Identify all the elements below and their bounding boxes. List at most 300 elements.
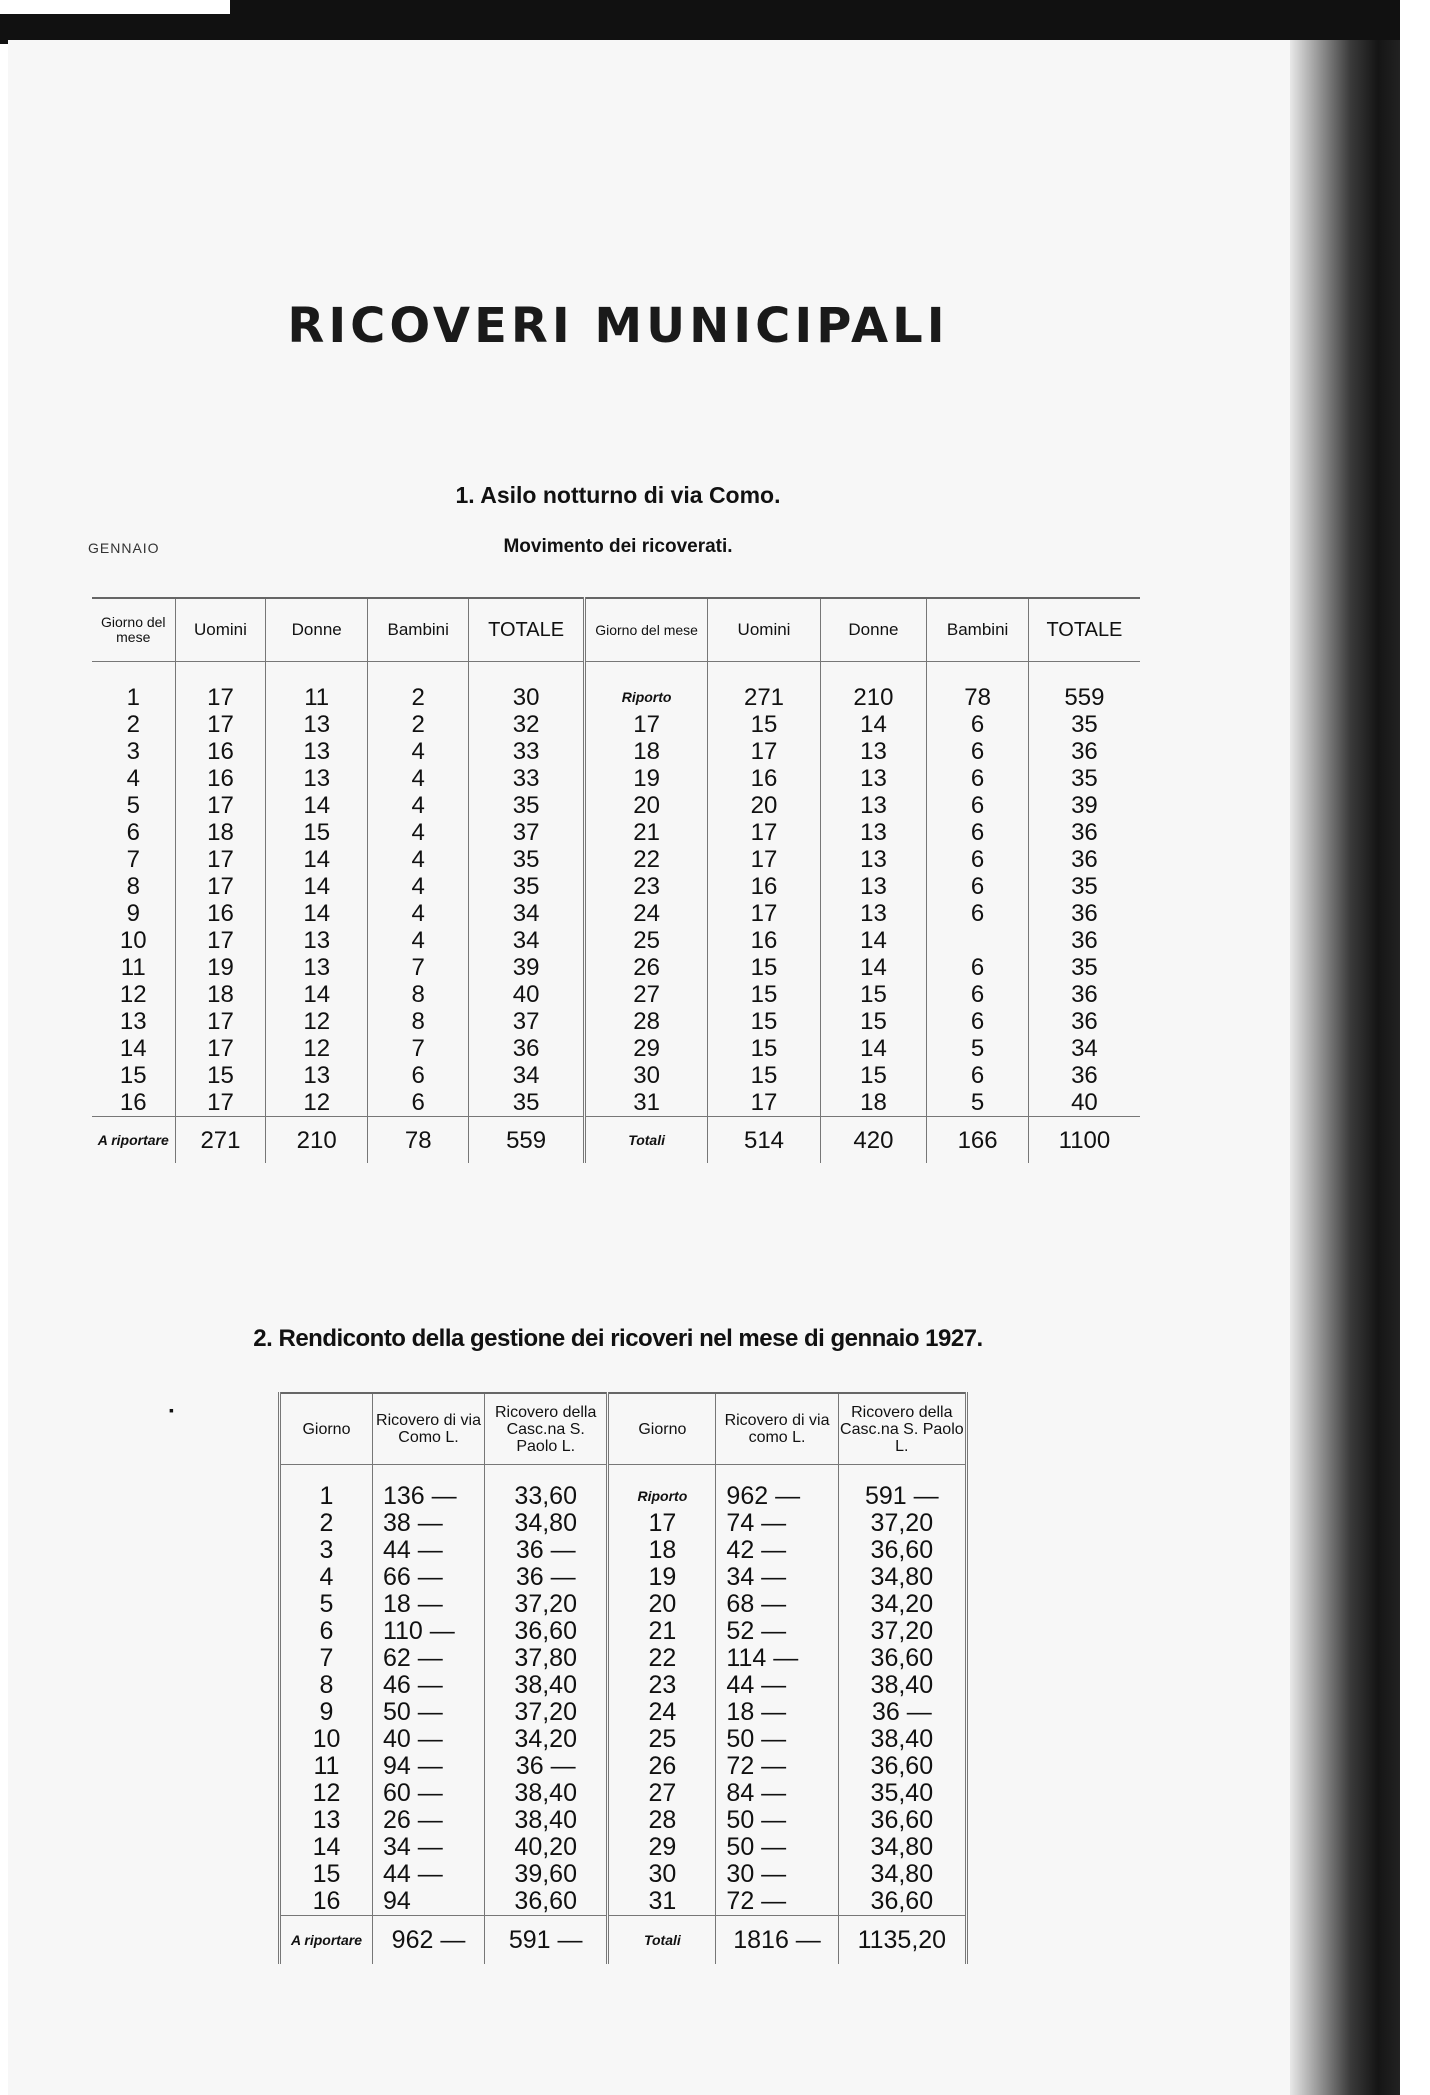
shelter-movement-table [92, 597, 1140, 1163]
table-cell: 17 [175, 873, 266, 900]
table-cell: 5 [280, 1591, 373, 1618]
table-cell: 6 [280, 1618, 373, 1645]
table-cell: 15 [820, 1008, 927, 1035]
table-cell: 16 [175, 738, 266, 765]
table-cell: 20 [608, 1591, 716, 1618]
table-cell: 35 [469, 873, 584, 900]
table-cell: 38,40 [870, 1725, 934, 1753]
table-cell: 39 [1071, 792, 1098, 819]
column-header: TOTALE [469, 598, 584, 662]
table-row [92, 846, 1140, 873]
table-cell: 60 — [372, 1780, 484, 1807]
table-cell: 6 [927, 819, 1029, 846]
table-row [280, 1591, 967, 1618]
table-cell: 23 [584, 873, 708, 900]
table-cell: 44 — [716, 1672, 838, 1699]
table-cell: 13 [266, 1062, 368, 1089]
table-cell: 27 [608, 1780, 716, 1807]
table-cell: 9 [92, 900, 175, 927]
table-cell: 18 [820, 1089, 927, 1117]
table-cell: 4 [280, 1564, 373, 1591]
column-header: Giorno [608, 1393, 716, 1465]
table-cell: 36,60 [870, 1536, 934, 1564]
table-cell: 210 [820, 684, 927, 711]
table-cell: 6 [92, 819, 175, 846]
expense-report-table [278, 1392, 968, 1964]
table-cell: 34 [469, 1062, 584, 1089]
table-cell: 15 [175, 1062, 266, 1089]
column-header: Bambini [367, 598, 469, 662]
table-cell: 5 [927, 1089, 1029, 1117]
table-cell: 33 [469, 765, 584, 792]
table-cell: 271 [175, 1117, 266, 1164]
table-cell: 6 [927, 711, 1029, 738]
column-header: TOTALE [1028, 598, 1140, 662]
section2-heading: 2. Rendiconto della gestione dei ricoveri nel mese di gennaio 1927. [253, 1325, 983, 1352]
table-cell: 66 — [372, 1564, 484, 1591]
table-cell: 7 [367, 954, 469, 981]
table-cell: 15 [708, 981, 820, 1008]
table-cell: 34,80 [870, 1833, 934, 1861]
table-cell: 21 [608, 1618, 716, 1645]
scan-border [230, 0, 1410, 40]
table-cell: 31 [584, 1089, 708, 1117]
table-cell: 36,60 [870, 1887, 934, 1915]
column-header: Uomini [175, 598, 266, 662]
table-cell: 13 [820, 738, 927, 765]
document-page [8, 40, 1290, 2095]
table-cell: 591 — [485, 1916, 608, 1965]
table-row [280, 1510, 967, 1537]
table-cell: 26 [584, 954, 708, 981]
table-cell: 37 [469, 819, 584, 846]
table-row [280, 1861, 967, 1888]
table-cell: 6 [927, 1062, 1029, 1089]
table-row [92, 711, 1140, 738]
table-row [280, 1537, 967, 1564]
table-cell: 34,80 [485, 1510, 608, 1537]
table-row [92, 927, 1140, 954]
page-margin [1400, 0, 1430, 2095]
table-cell: 5 [92, 792, 175, 819]
column-header: Bambini [927, 598, 1029, 662]
table-cell: 559 [1064, 684, 1105, 711]
table-header-row [280, 1393, 967, 1465]
table-cell: 15 [820, 981, 927, 1008]
table-row [280, 1645, 967, 1672]
table-cell: 26 [608, 1753, 716, 1780]
table-cell: 31 [608, 1888, 716, 1916]
table-cell: 1100 [1028, 1117, 1140, 1164]
table-cell: 1 [280, 1483, 373, 1510]
table-cell: 16 [280, 1888, 373, 1916]
table-cell: 14 [266, 792, 368, 819]
table-cell: 50 — [716, 1807, 838, 1834]
table-cell: 50 — [716, 1726, 838, 1753]
table-row [280, 1834, 967, 1861]
table-cell: 21 [584, 819, 708, 846]
table-cell: 24 [608, 1699, 716, 1726]
table-cell: 4 [367, 765, 469, 792]
table-cell: 17 [708, 819, 820, 846]
table-cell: 34 — [372, 1834, 484, 1861]
table-cell: 36 [1071, 846, 1098, 873]
column-header: Giorno [280, 1393, 373, 1465]
table-cell: 46 — [372, 1672, 484, 1699]
column-header: Giorno del mese [92, 598, 175, 662]
table-cell: 6 [927, 954, 1029, 981]
table-cell: 22 [608, 1645, 716, 1672]
table-cell: 36 [1071, 819, 1098, 846]
table-cell: 14 [820, 1035, 927, 1062]
table-row [92, 1008, 1140, 1035]
table-row [280, 1564, 967, 1591]
table-cell: 6 [927, 873, 1029, 900]
table-cell: Riporto [584, 684, 708, 711]
table-row [92, 900, 1140, 927]
table-cell: 39,60 [485, 1861, 608, 1888]
table-cell: 37 [469, 1008, 584, 1035]
table-cell: 20 [708, 792, 820, 819]
table-cell: 12 [280, 1780, 373, 1807]
table-cell: 27 [584, 981, 708, 1008]
page-title: RICOVERI MUNICIPALI [287, 298, 949, 354]
table-cell: 6 [927, 981, 1029, 1008]
table-cell: 32 [469, 711, 584, 738]
table-cell: 11 [92, 954, 175, 981]
table-row [92, 684, 1140, 711]
table-row [280, 1699, 967, 1726]
table-cell: 18 [584, 738, 708, 765]
table-cell: 37,20 [870, 1509, 934, 1537]
table-row [92, 819, 1140, 846]
table-cell: 4 [367, 927, 469, 954]
table-cell: 34,20 [485, 1726, 608, 1753]
table-cell: 15 [820, 1062, 927, 1089]
table-cell: 78 [367, 1117, 469, 1164]
table-row [92, 1089, 1140, 1117]
table-cell: 136 — [372, 1483, 484, 1510]
table-cell: 13 [820, 900, 927, 927]
table-cell: 6 [927, 738, 1029, 765]
table-cell: 34,80 [870, 1563, 934, 1591]
table-cell: 9 [280, 1699, 373, 1726]
table-cell: 15 [280, 1861, 373, 1888]
table-cell: 35 [469, 846, 584, 873]
table-cell: 4 [92, 765, 175, 792]
table-cell: 14 [266, 846, 368, 873]
table-cell: 36 [1071, 738, 1098, 765]
table-cell: 17 [608, 1510, 716, 1537]
column-header: Ricovero della Casc.na S. Paolo L. [838, 1393, 966, 1465]
table-cell: 19 [584, 765, 708, 792]
table-cell: 34 [469, 900, 584, 927]
table-cell: 12 [266, 1089, 368, 1117]
table-cell: 14 [280, 1834, 373, 1861]
table-cell: 6 [927, 1008, 1029, 1035]
column-header: Donne [820, 598, 927, 662]
table-cell: 18 [608, 1537, 716, 1564]
table-row [280, 1888, 967, 1916]
table-cell: 13 [266, 927, 368, 954]
table-cell: 50 — [372, 1699, 484, 1726]
table-cell: 13 [820, 765, 927, 792]
table-row [280, 1753, 967, 1780]
table-cell: 36 — [485, 1753, 608, 1780]
table-cell: 36 [1071, 927, 1098, 954]
table-cell: 24 [584, 900, 708, 927]
page-margin [0, 0, 230, 14]
table-cell: 13 [820, 846, 927, 873]
table-cell: 28 [608, 1807, 716, 1834]
table-cell: 15 [266, 819, 368, 846]
table-cell: 14 [820, 927, 927, 954]
table-cell: 2 [367, 711, 469, 738]
table-cell: 30 [469, 684, 584, 711]
table-cell: 2 [280, 1510, 373, 1537]
table-cell: 15 [92, 1062, 175, 1089]
table-cell: 1816 — [716, 1916, 838, 1965]
table-cell: 38,40 [485, 1807, 608, 1834]
table-cell: 15 [708, 711, 820, 738]
table-cell: Totali [608, 1916, 716, 1965]
section1-heading: 1. Asilo notturno di via Como. [455, 482, 781, 508]
table-cell: 34 [1071, 1035, 1098, 1062]
table-cell: 35 [1071, 765, 1098, 792]
table-cell: 8 [280, 1672, 373, 1699]
table-cell: 18 [175, 819, 266, 846]
table-cell: 33 [469, 738, 584, 765]
table-cell: 78 [927, 684, 1029, 711]
table-cell: 33,60 [485, 1483, 608, 1510]
table-cell [927, 927, 1029, 954]
table-cell: 36 [469, 1035, 584, 1062]
table-cell: 40,20 [485, 1834, 608, 1861]
book-binding-shadow [1290, 40, 1400, 2095]
column-header: Uomini [708, 598, 820, 662]
table-cell: 94 [372, 1888, 484, 1916]
table-cell: 13 [266, 711, 368, 738]
table-cell: 15 [708, 954, 820, 981]
table-cell: 559 [469, 1117, 584, 1164]
table-cell: 25 [608, 1726, 716, 1753]
table-cell: 36 [1071, 900, 1098, 927]
table-cell: 13 [820, 873, 927, 900]
table-cell: 38,40 [870, 1671, 934, 1699]
table-cell: 10 [280, 1726, 373, 1753]
table-cell: 4 [367, 873, 469, 900]
table-cell: 36 [1071, 1008, 1098, 1035]
table-cell: 962 — [716, 1483, 838, 1510]
table-cell: 35 [1071, 873, 1098, 900]
table-cell: 13 [266, 738, 368, 765]
table-cell: A riportare [92, 1117, 175, 1164]
table-cell: Totali [584, 1117, 708, 1164]
table-cell: 14 [92, 1035, 175, 1062]
table-row [280, 1483, 967, 1510]
table-cell: 18 — [372, 1591, 484, 1618]
table-cell: 6 [927, 846, 1029, 873]
table-cell: 6 [927, 765, 1029, 792]
table-cell: 30 [608, 1861, 716, 1888]
table-cell: 35 [469, 792, 584, 819]
table-cell: 7 [280, 1645, 373, 1672]
table-cell: 34 [469, 927, 584, 954]
table-body [280, 1465, 967, 1965]
table-cell: 11 [280, 1753, 373, 1780]
table-cell: 13 [820, 819, 927, 846]
month-label: GENNAIO [88, 540, 160, 556]
column-header: Ricovero della Casc.na S. Paolo L. [485, 1393, 608, 1465]
table-cell: 2 [92, 711, 175, 738]
table-cell: 35,40 [870, 1779, 934, 1807]
table-row [92, 738, 1140, 765]
table-cell: Riporto [608, 1483, 716, 1510]
table-cell: 13 [266, 954, 368, 981]
table-cell: 1 [92, 684, 175, 711]
table-row [92, 873, 1140, 900]
table-cell: 110 — [372, 1618, 484, 1645]
table-cell: 17 [175, 792, 266, 819]
table-cell: 13 [820, 792, 927, 819]
table-cell: 42 — [716, 1537, 838, 1564]
table-cell: 18 [175, 981, 266, 1008]
table-cell: 20 [584, 792, 708, 819]
table-cell: 7 [92, 846, 175, 873]
table-cell: 17 [584, 711, 708, 738]
table-cell: 26 — [372, 1807, 484, 1834]
table-cell: 25 [584, 927, 708, 954]
table-cell: 36 — [485, 1564, 608, 1591]
table-cell: 11 [266, 684, 368, 711]
table-cell: 34,20 [870, 1590, 934, 1618]
table-cell: 6 [367, 1089, 469, 1117]
table-cell: 14 [266, 873, 368, 900]
table-cell: 17 [175, 846, 266, 873]
table-row [280, 1726, 967, 1753]
table-cell: 36,60 [485, 1618, 608, 1645]
table-cell: 37,80 [485, 1645, 608, 1672]
table-cell: 17 [175, 684, 266, 711]
table-cell: 13 [266, 765, 368, 792]
table-cell: 17 [708, 738, 820, 765]
table-cell: 44 — [372, 1537, 484, 1564]
table-cell: 166 [927, 1117, 1029, 1164]
table-cell: 37,20 [870, 1617, 934, 1645]
table-cell: 50 — [716, 1834, 838, 1861]
table-cell: 14 [820, 954, 927, 981]
table-row [280, 1780, 967, 1807]
table-cell: 8 [367, 1008, 469, 1035]
table-cell: 962 — [372, 1916, 484, 1965]
table-cell: 16 [708, 927, 820, 954]
table-cell: 17 [175, 711, 266, 738]
table-body [92, 662, 1140, 1164]
column-header: Giorno del mese [584, 598, 708, 662]
table-cell: 4 [367, 846, 469, 873]
table-cell: 34,80 [870, 1860, 934, 1888]
table-header-row [92, 598, 1140, 662]
table-cell: 591 — [864, 1482, 939, 1510]
table-row [92, 954, 1140, 981]
table-cell: 39 [469, 954, 584, 981]
table-cell: 3 [92, 738, 175, 765]
table-cell: 7 [367, 1035, 469, 1062]
table-row [280, 1807, 967, 1834]
table-cell: 19 [608, 1564, 716, 1591]
table-cell: 17 [175, 927, 266, 954]
table-cell: 14 [266, 981, 368, 1008]
table-cell: 1135,20 [838, 1916, 966, 1965]
table-cell: 35 [469, 1089, 584, 1117]
table-cell: 5 [927, 1035, 1029, 1062]
table-cell: 14 [820, 711, 927, 738]
table-cell: 12 [266, 1008, 368, 1035]
table-cell: 12 [92, 981, 175, 1008]
table-cell: 2 [367, 684, 469, 711]
table-row [92, 765, 1140, 792]
table-row [92, 792, 1140, 819]
table-cell: 17 [708, 900, 820, 927]
table-cell: 68 — [716, 1591, 838, 1618]
table-cell: 23 [608, 1672, 716, 1699]
table-cell: 36,60 [870, 1806, 934, 1834]
table-footer-row [92, 1117, 1140, 1164]
table-cell: 17 [175, 1035, 266, 1062]
table-row [280, 1672, 967, 1699]
table-cell: 37,20 [485, 1591, 608, 1618]
table-cell: 36,60 [870, 1644, 934, 1672]
table-cell: 8 [367, 981, 469, 1008]
table-cell: 30 — [716, 1861, 838, 1888]
table-cell: 38 — [372, 1510, 484, 1537]
table-cell: 35 [1071, 954, 1098, 981]
table-cell: 16 [175, 765, 266, 792]
section1-subheading: Movimento dei ricoverati. [503, 536, 733, 557]
table-cell: 36 — [485, 1537, 608, 1564]
table-cell: 34 — [716, 1564, 838, 1591]
table-cell: 114 — [716, 1645, 838, 1672]
table-cell: 4 [367, 900, 469, 927]
table-cell: 8 [92, 873, 175, 900]
table-row [280, 1618, 967, 1645]
table-cell: 36 — [871, 1698, 932, 1726]
table-cell: 36,60 [485, 1888, 608, 1916]
table-cell: 15 [708, 1035, 820, 1062]
column-header: Donne [266, 598, 368, 662]
table-footer-row [280, 1916, 967, 1965]
table-cell: 17 [175, 1089, 266, 1117]
table-cell: 18 — [716, 1699, 838, 1726]
table-cell: 4 [367, 819, 469, 846]
table-row [92, 1062, 1140, 1089]
table-row [92, 981, 1140, 1008]
table-cell: A riportare [280, 1916, 373, 1965]
table-cell: 40 [469, 981, 584, 1008]
table-cell: 62 — [372, 1645, 484, 1672]
table-cell: 210 [266, 1117, 368, 1164]
table-cell: 94 — [372, 1753, 484, 1780]
table-cell: 6 [367, 1062, 469, 1089]
column-header: Ricovero di via como L. [716, 1393, 838, 1465]
table-cell: 36 [1071, 1062, 1098, 1089]
table-cell: 72 — [716, 1888, 838, 1916]
table-cell: 3 [280, 1537, 373, 1564]
table-cell: 30 [584, 1062, 708, 1089]
table-cell: 17 [708, 1089, 820, 1117]
table-cell: 19 [175, 954, 266, 981]
table-cell: 72 — [716, 1753, 838, 1780]
